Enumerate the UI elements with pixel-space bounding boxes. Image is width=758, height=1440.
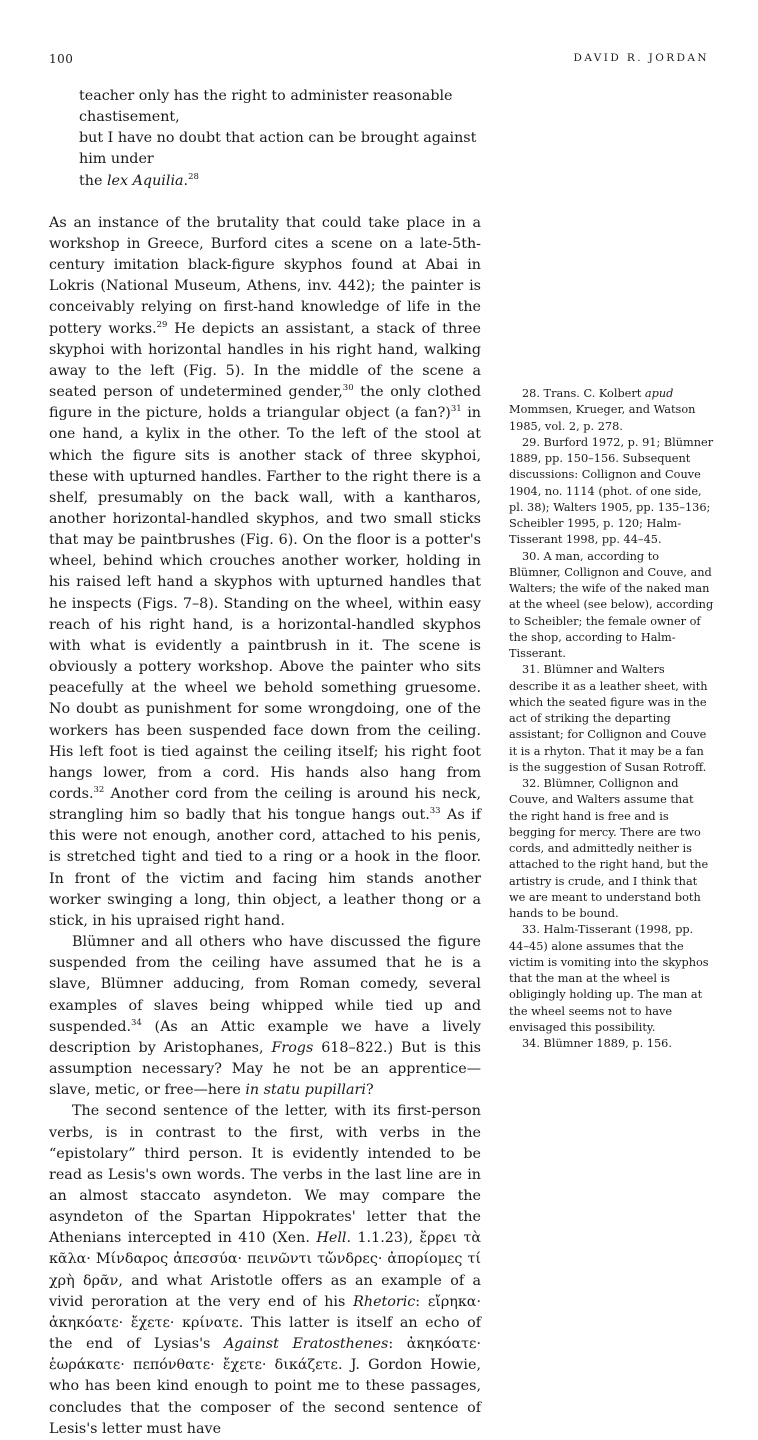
footnote-28: [509, 386, 714, 435]
p1-text-4: in one hand, a kylix in the other. To the left of the stool at which the figure sits is another stack of three skyphoi, these with upturned handles. Farther to the right there is a shelf, presumably on the back wall, with a kantharos, another horizontal-handled skyphos, and two small sticks that may be paintbrushes (Fig. 6). On the floor is a potter's wheel, behind which crouches another worker, holding in his raised left hand a skyphos with upturned handles that he inspects (Figs. 7–8). Standing on the wheel, within easy reach of his right hand, is a horizontal-handled skyphos with what is evidently a paintbrush in it. The scene is obviously a pottery workshop. Above the painter who sits peacefully at the wheel we behold something gruesome. No doubt as punishment for some wrongdoing, one of the workers has been suspended face down from the ceiling. His left foot is tied against the ceiling itself; his right foot hangs lower, from a cord. His hands also hang from cords.: [49, 405, 481, 802]
fn28-apud: apud: [644, 387, 674, 400]
p3-text-3: : εἴρηκα· ἀκηκόατε· ἔχετε· κρίνατε. This latter is itself an echo of the end of Lysias's: [49, 1293, 481, 1353]
p2-text-1: Blümner and all others who have discussed the figure suspended from the ceiling have assumed that he is a slave, Blümner adducing, from Roman comedy, several examples of slaves being whipped while tied up and suspended.: [49, 934, 481, 1035]
p1-text-2: He depicts an assistant, a stack of three skyphoi with horizontal handles in his right hand, walking away to the left (Fig. 5). In the middle of the scene a seated person of undetermined gender,: [49, 320, 481, 401]
p3-text-4: : ἀκηκόατε· ἑωράκατε· πεπόνθατε· ἔχετε· δικάζετε. J. Gordon Howie, who has been kind enough to point me to these passages, concludes that the composer of the second sentence of Lesis's letter must have: [49, 1336, 482, 1437]
footnote-34: 34. Blümner 1889, p. 156.: [522, 1037, 672, 1050]
paragraph-3: [49, 1101, 481, 1440]
footnote-ref-33[interactable]: 33: [429, 806, 441, 817]
footnote-32: 32. Blümner, Collignon and Couve, and Walters assume that the right hand is free and is begging for mercy. There are two cords, and admittedly neither is attached to the right hand, but the artistry is crude, and I think that we are meant to understand both hands to be bound.: [509, 777, 709, 920]
title-against-eratosthenes: Against Eratosthenes: [223, 1336, 389, 1353]
quote-line-3-pre: the: [79, 172, 107, 189]
title-frogs: Frogs: [271, 1039, 314, 1056]
main-text-column: [49, 86, 481, 1440]
p2-text-4: ?: [365, 1082, 374, 1099]
paragraph-1: [49, 213, 481, 932]
p2-text-3: 618–822.) But is this assumption necessary? May he not be an apprentice—slave, metic, or free—here: [49, 1039, 481, 1099]
running-head: DAVID R. JORDAN: [573, 52, 709, 64]
footnote-ref-31[interactable]: 31: [450, 404, 462, 415]
footnote-30: 30. A man, according to Blümner, Collignon and Couve, and Walters; the wife of the naked man at the wheel (see below), according to Scheibler; the female owner of the shop, according to Halm-Tisserant.: [509, 549, 714, 660]
quote-line-2: but I have no doubt that action can be brought against him under: [79, 130, 477, 168]
p1-text-1: As an instance of the brutality that could take place in a workshop in Greece, Burford cites a scene on a late-5th-century imitation black-figure skyphos found at Abai in Lokris (National Museum, Athens, inv. 442); the painter is conceivably relying on first-hand knowledge of life in the pottery works.: [49, 214, 481, 337]
p1-text-5: Another cord from the ceiling is around his neck, strangling him so badly that his tongue hangs out.: [49, 786, 481, 824]
footnote-29: 29. Burford 1972, p. 91; Blümner 1889, pp. 150–156. Subsequent discussions: Collignon and Couve 1904, no. 1114 (phot. of one side, pl. 38); Walters 1905, pp. 135–136; Scheibler 1995, p. 120; Halm-Tisserant 1998, pp. 44–45.: [509, 435, 714, 547]
title-hellenica: Hell: [316, 1230, 347, 1247]
footnote-31: 31. Blümner and Walters describe it as a leather sheet, with which the seated figure was in the act of striking the departing assistant; for Collignon and Couve it is a rhyton. That it may be a fan is the suggestion of Susan Rotroff.: [509, 663, 708, 774]
p1-text-6: As if this were not enough, another cord, attached to his penis, is stretched tight and tied to a ring or a hook in the floor. In front of the victim and facing him stands another worker swinging a long, thin object, a leather thong or a stick, in his upraised right hand.: [49, 807, 481, 929]
footnote-ref-28[interactable]: 28: [188, 171, 199, 182]
page-number: 100: [49, 52, 74, 66]
quote-lex-aquilia: lex Aquilia: [106, 172, 184, 189]
p2-text-2: (As an Attic example we have a lively description by Aristophanes,: [49, 1018, 481, 1056]
p3-text-2: . 1.1.23), ἔρρει τὰ κᾶλα· Μίνδαρος ἀπεσσύα· πεινῶντι τὤνδρες· ἀπορίομες τί χρὴ δρᾶν, and what Aristotle offers as an example of a vivid peroration at the very end of his: [49, 1230, 481, 1310]
block-quote: teacher only has the right to administer reasonable chastisement, but I have no doubt that action can be brought against him under the lex Aquilia.$^{28}$: [79, 88, 477, 189]
quote-line-1: teacher only has the right to administer reasonable chastisement,: [79, 88, 453, 126]
phrase-in-statu-pupillari: in statu pupillari: [245, 1082, 366, 1099]
footnote-ref-32[interactable]: 32: [93, 785, 105, 795]
fn28-text-1: 28. Trans. C. Kolbert: [522, 387, 645, 400]
footnote-ref-30[interactable]: 30: [342, 383, 354, 394]
title-rhetoric: Rhetoric: [353, 1293, 416, 1310]
paragraph-2: [49, 932, 481, 1101]
footnote-33: 33. Halm-Tisserant (1998, pp. 44–45) alone assumes that the victim is vomiting into the skyphos that the man at the wheel is obligingly holding up. The man at the wheel seems not to have envisaged this possibility.: [509, 923, 709, 1034]
p3-text-1: The second sentence of the letter, with its first-person verbs, is in contrast to the first, with verbs in the “epistolary” third person. It is evidently intended to be read as Lesis's own words. The verbs in the last line are in an almost staccato asyndeton. We may compare the asyndeton of the Spartan Hippokrates' letter that the Athenians intercepted in 410 (Xen.: [49, 1103, 481, 1247]
footnotes-column: [509, 386, 714, 1052]
page-header: [49, 52, 709, 68]
fn28-text-2: Mommsen, Krueger, and Watson 1985, vol. 2, p. 278.: [509, 403, 696, 433]
p1-text-3: the only clothed figure in the picture, holds a triangular object (a fan?): [49, 384, 481, 422]
footnote-ref-29[interactable]: 29: [156, 319, 168, 330]
footnote-ref-34[interactable]: 34: [131, 1017, 142, 1028]
